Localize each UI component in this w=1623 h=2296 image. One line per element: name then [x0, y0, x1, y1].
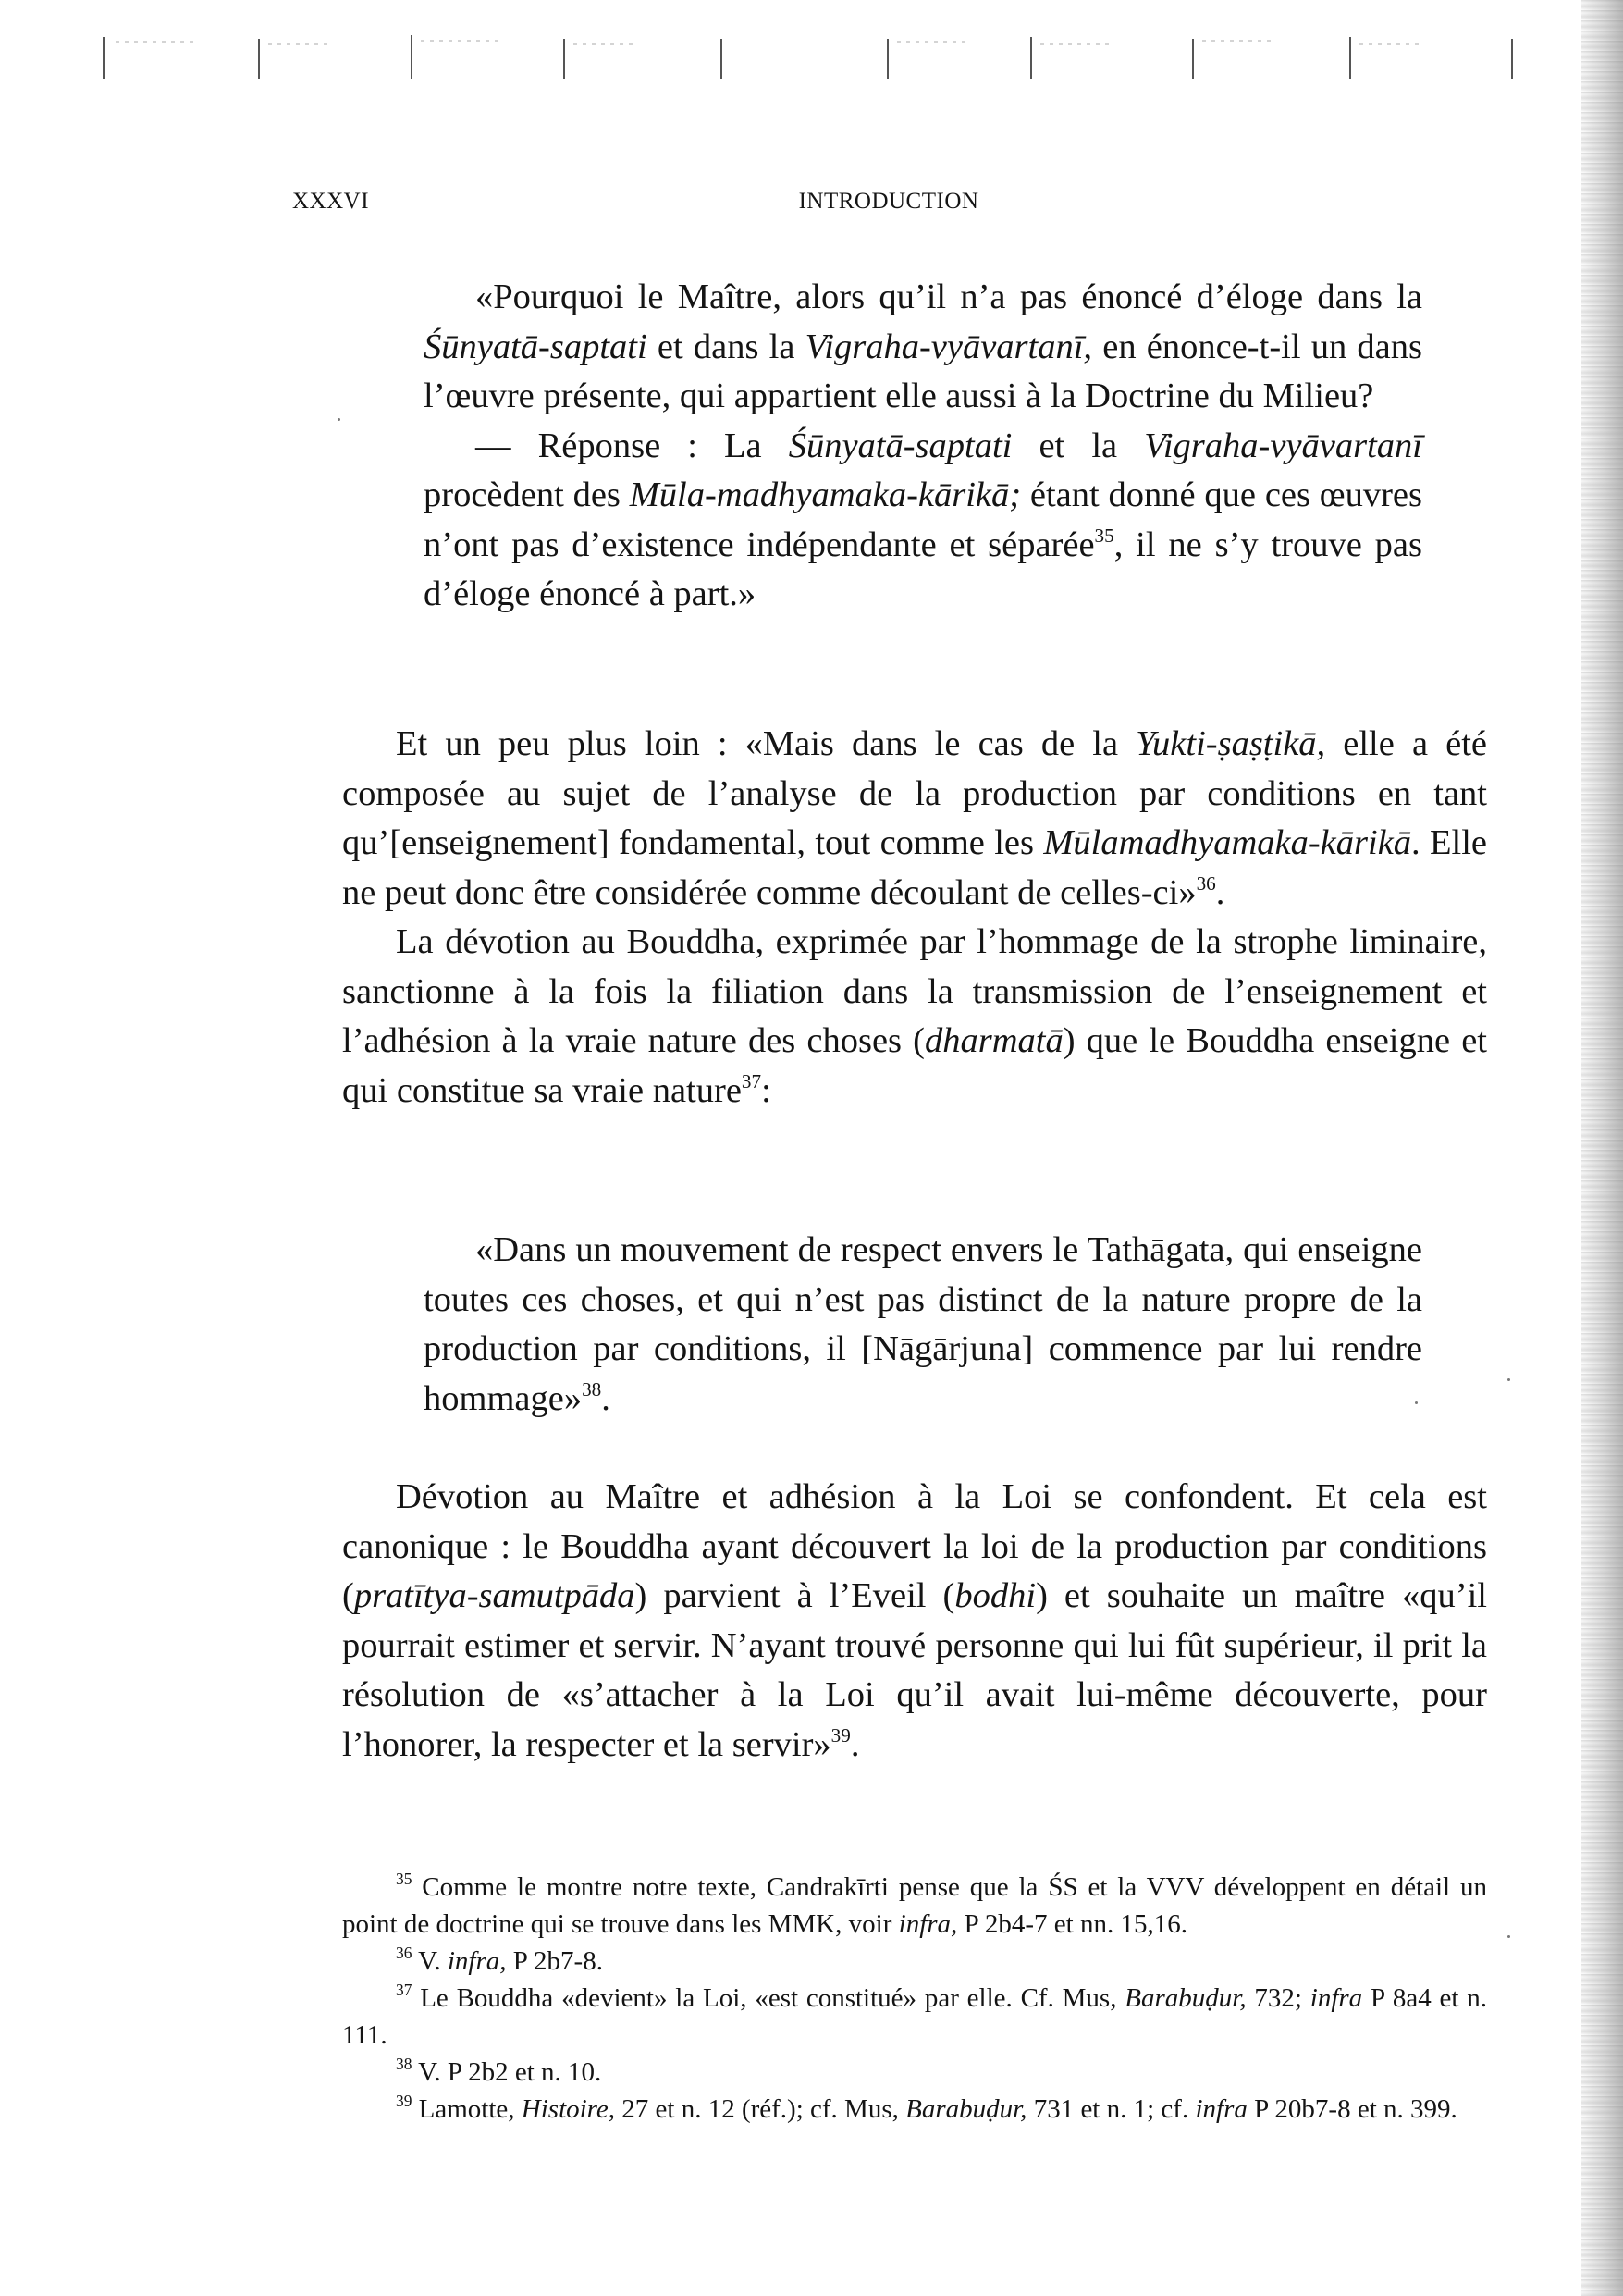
block-quote-2: [424, 1226, 1422, 1424]
body-text-1: [342, 720, 1487, 1116]
quote-paragraph: «Pourquoi le Maître, alors qu’il n’a pas énoncé d’éloge dans la Śūnyatā-saptati et dans la Vigraha-vyāvartanī, en énonce-t-il un dans l’œuvre présente, qui appartient elle aussi à la Doctrine du Milieu?: [424, 278, 1423, 415]
footnote-35: $^{35}$ Comme le montre notre texte, Candrakīrti pense que la ŚS et la VVV développent en détail un point de doctrine qui se trouve dans les MMK, voir infra, P 2b4-7 et nn. 15,16.: [342, 1870, 1487, 1939]
scan-speck: [1507, 1935, 1510, 1938]
footnote-number: 35: [396, 1870, 412, 1889]
page-number: XXXVI: [292, 189, 370, 214]
scan-speck: [338, 418, 340, 421]
footnote-number: 37: [396, 1981, 412, 2000]
quote-paragraph: «Dans un mouvement de respect envers le Tathāgata, qui enseigne toutes ces choses, et qui n’est pas distinct de la nature propre de la production par conditions, il [Nāgārjuna] commence par lui rendre hommage»$^{38}$.: [424, 1230, 1422, 1418]
footnote-number: 38: [396, 2055, 412, 2074]
footnote-ref-35[interactable]: 35: [1094, 524, 1114, 547]
body-paragraph: Dévotion au Maître et adhésion à la Loi se confondent. Et cela est canonique : le Bouddha ayant découvert la loi de la production par conditions (pratītya-samutpāda) parvient à l’Eveil (bodhi) et souhaite un maître «qu’il pourrait estimer et servir. N’ayant trouvé personne qui lui fût supérieur, il prit la résolution de «s’attacher à la Loi qu’il avait lui-même découverte, pour l’honorer, la respecter et la servir»$^{39}$.: [342, 1477, 1487, 1764]
footnote-39: $^{39}$ Lamotte, Histoire, 27 et n. 12 (réf.); cf. Mus, Barabuḍur, 731 et n. 1; cf. infra P 20b7-8 et n. 399.: [396, 2092, 1457, 2124]
running-title: INTRODUCTION: [798, 189, 979, 214]
quote-paragraph: — Réponse : La Śūnyatā-saptati et la Vigraha-vyāvartanī procèdent des Mūla-madhyamaka-kārikā; étant donné que ces œuvres n’ont pas d’existence indépendante et séparée$^{35}$, il ne s’y trouve pas d’éloge énoncé à part.»: [424, 426, 1423, 613]
block-quote-1: [424, 273, 1422, 620]
body-paragraph: Et un peu plus loin : «Mais dans le cas de la Yukti-ṣaṣṭikā, elle a été composée au sujet de l’analyse de la production par conditions en tant qu’[enseignement] fondamental, tout comme les Mūlamadhyamaka-kārikā. Elle ne peut donc être considérée comme découlant de celles-ci»$^{36}$.: [342, 724, 1487, 912]
scan-page-edge: [1581, 0, 1623, 2296]
footnote-ref-36[interactable]: 36: [1196, 871, 1216, 895]
footnote-38: $^{38}$ V. P 2b2 et n. 10.: [396, 2055, 602, 2087]
footnote-36: $^{36}$ V. infra, P 2b7-8.: [396, 1944, 603, 1976]
footnote-ref-37[interactable]: 37: [741, 1069, 762, 1092]
running-head: [292, 189, 1485, 222]
scan-artifact-top: [92, 28, 1517, 83]
body-text-2: [342, 1473, 1487, 1770]
footnote-number: 36: [396, 1944, 412, 1963]
footnote-37: $^{37}$ Le Bouddha «devient» la Loi, «est constitué» par elle. Cf. Mus, Barabuḍur, 732; infra P 8a4 et n. 111.: [342, 1981, 1488, 2050]
footnote-ref-38[interactable]: 38: [582, 1377, 602, 1401]
footnotes: [342, 1869, 1487, 2128]
footnote-ref-39[interactable]: 39: [830, 1723, 851, 1747]
scan-speck: [1507, 1378, 1510, 1381]
footnote-number: 39: [396, 2092, 412, 2111]
body-paragraph: La dévotion au Bouddha, exprimée par l’hommage de la strophe liminaire, sanctionne à la fois la filiation dans la transmission de l’enseignement et l’adhésion à la vraie nature des choses (dharmatā) que le Bouddha enseigne et qui constitue sa vraie nature$^{37}$:: [342, 922, 1487, 1110]
